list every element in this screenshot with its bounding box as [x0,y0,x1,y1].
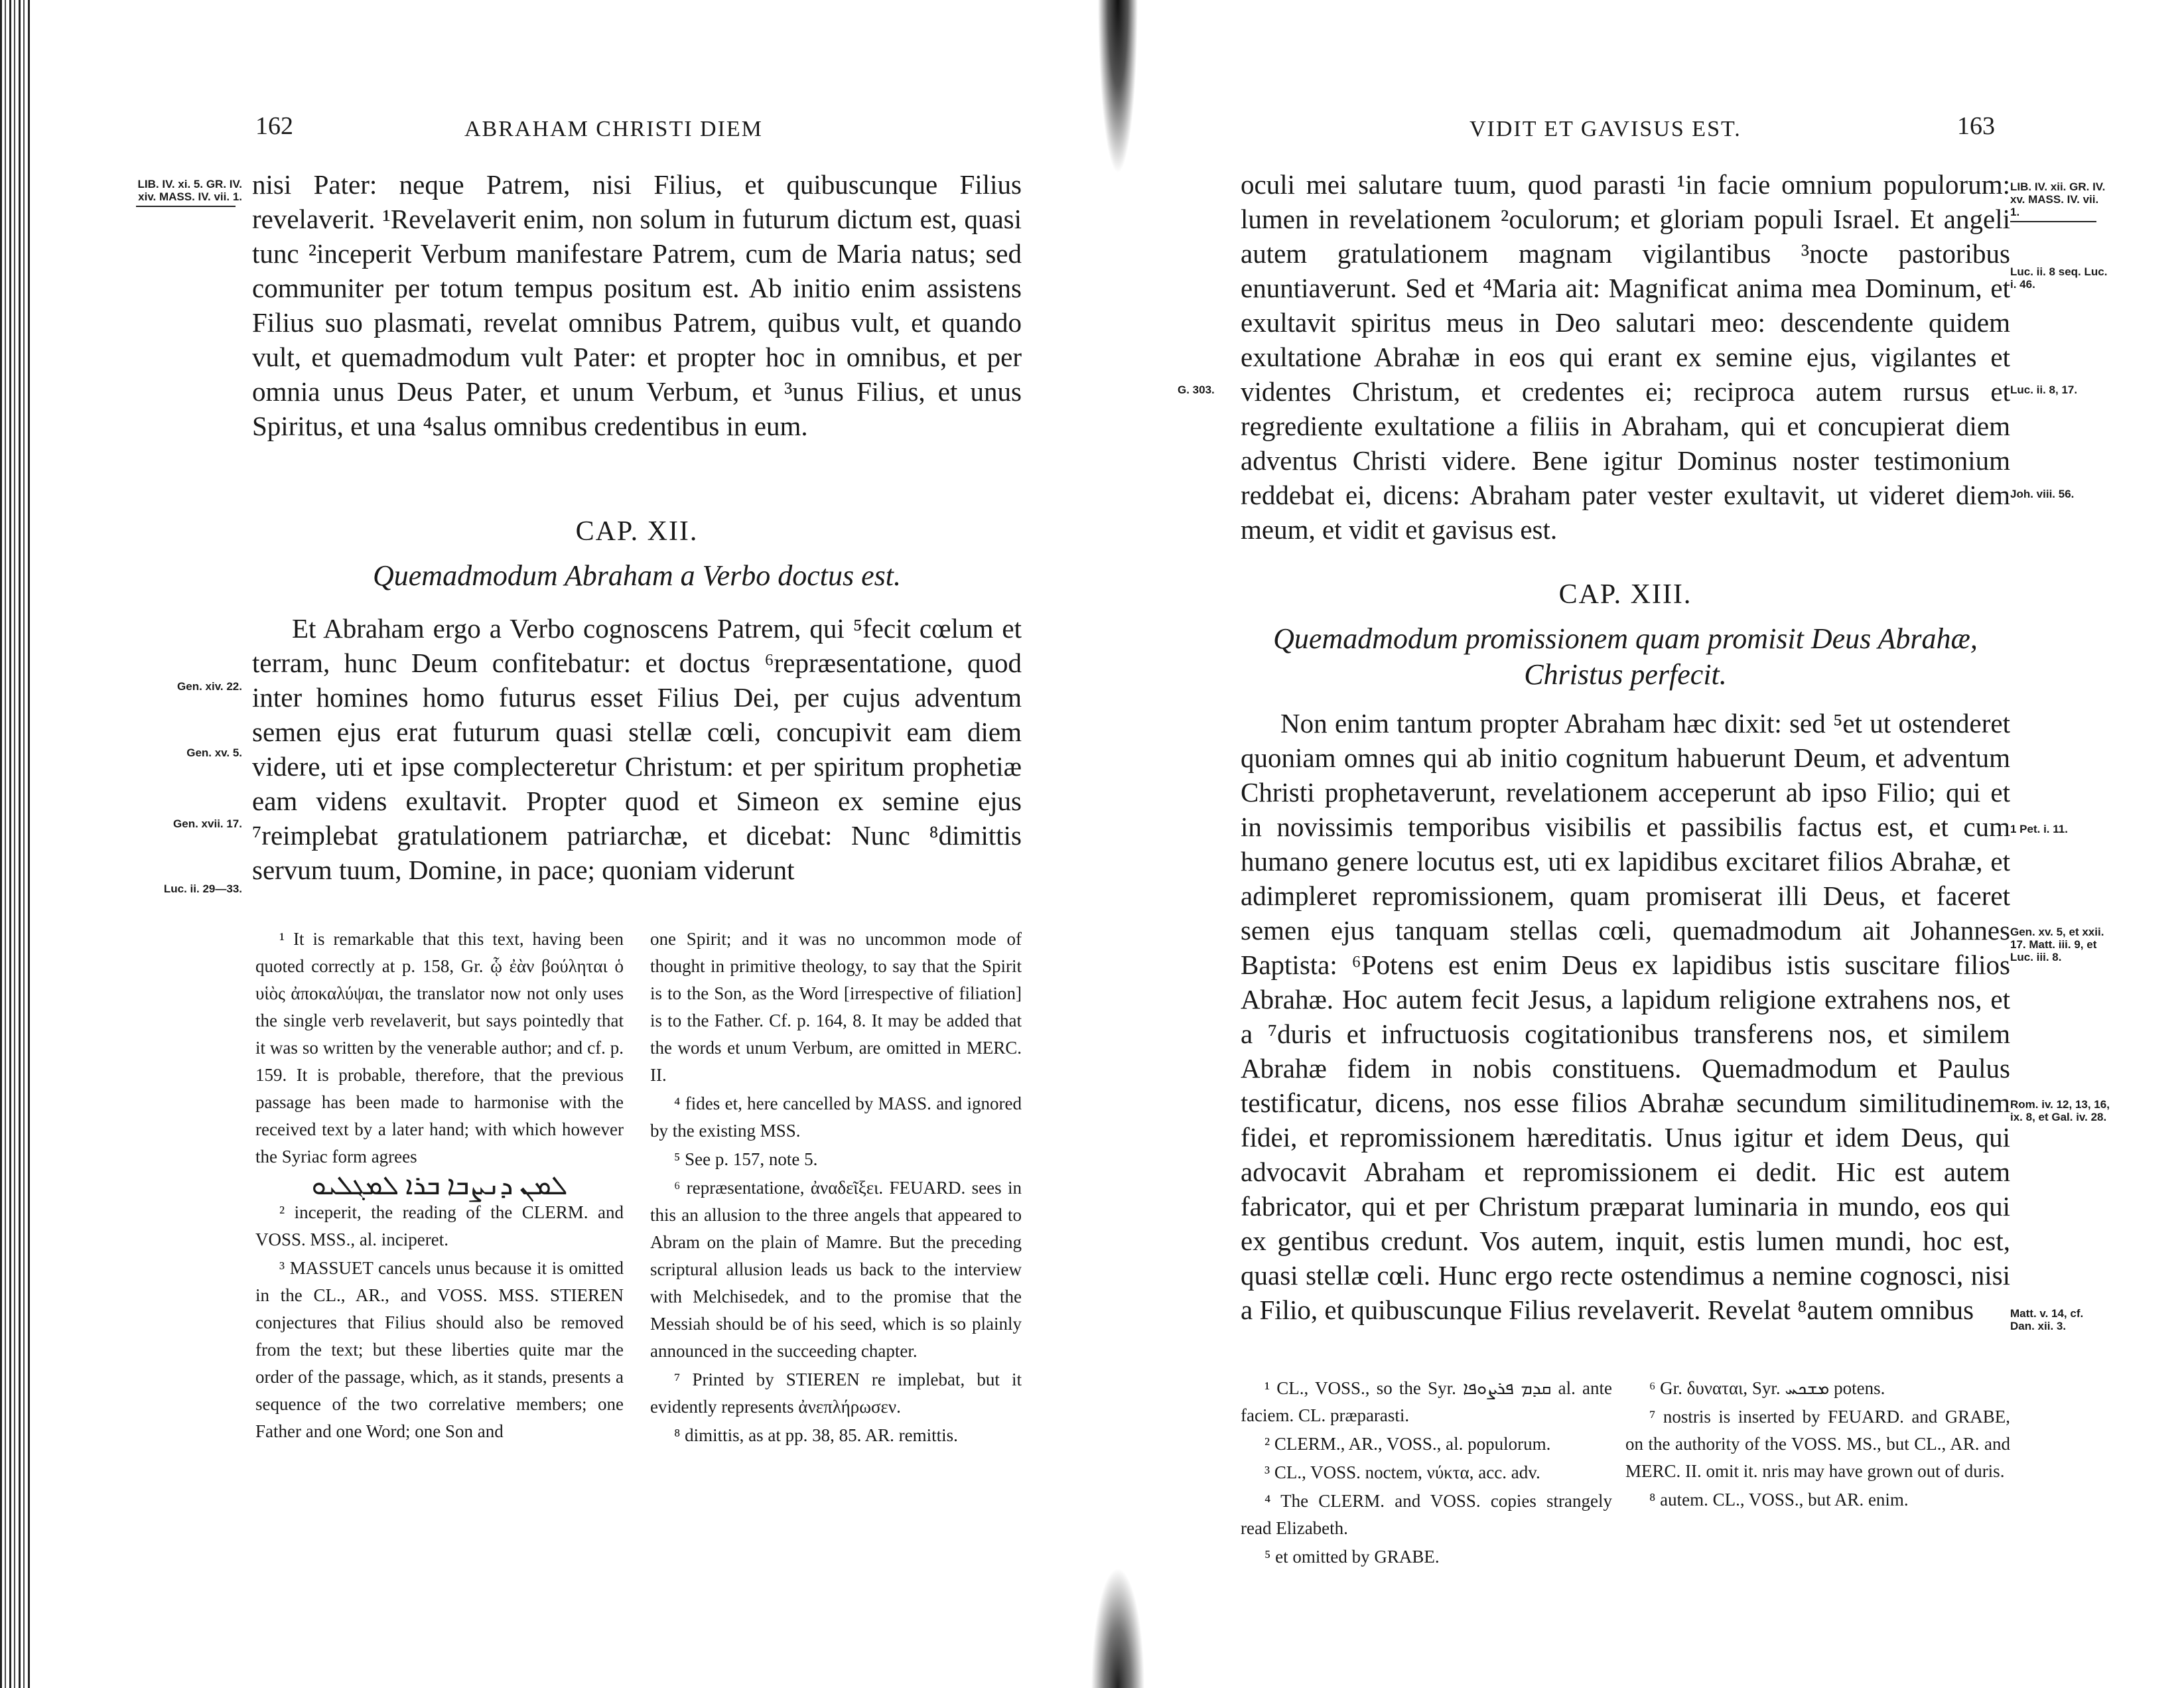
divider [136,206,236,207]
footnote: ¹ It is remarkable that this text, having been quoted correctly at p. 158, Gr. ᾧ ἐὰν βούληται ὁ υἱὸς ἀποκαλύψαι, the translator now not only uses the single verb revelaverit, but says pointedly that it was so written by the venerable author; and cf. p. 159. It is probable, therefore, that the previous passage has been made to harmonise with the received text by a later hand; with which however the Syriac form agrees [255,929,624,1166]
left-binding-edge [0,0,31,1688]
divider [2010,221,2096,222]
opening-paragraph [1241,167,2010,547]
chapter-heading: CAP. XII. [575,516,699,547]
footnote: ⁵ et omitted by GRABE. [1264,1547,1440,1567]
paragraph-text: Et Abraham ergo a Verbo cognoscens Patrem, qui ⁵fecit cœlum et terram, hunc Deum confitebatur: et doctus ⁶repræsentatione, quod inter homines homo futurus esset Filius Dei, per cujus adventum semen ejus erat futurum quasi stellæ cœli, concupivit eam diem videre, uti et ipse complecteretur Christum: et per spiritum prophetiæ eam videns exultavit. Propter quod et Simeon ex semine ejus ⁷reimplebat gratulationem patriarchæ, et dicebat: Nunc ⁸dimittis servum tuum, Domine, in pace; quoniam viderunt [252,613,1022,885]
footnote: ⁶ Gr. δυναται, Syr. ܡܫܟܚ potens. [1649,1378,1885,1398]
side-note: Luc. ii. 8 seq. Luc. i. 46. [2010,265,2108,291]
paragraph-text: nisi Pater: neque Patrem, nisi Filius, et quibuscunque Filius revelaverit. ¹Revelaverit enim, non solum in futurum dictum est, quasi tunc ²inceperit Verbum manifestare Patrem, cum de Maria natus; sed communiter per totum tempus positum est. Ab initio enim assistens Filius suo plasmati, revelat omnibus Patrem, quibus vult, et quando vult, et quemadmodum vult Pater: et propter hoc in omnibus, et per omnia unus Deus Pater, et unum Verbum, et ³unus Filius, et unus Spiritus, et una ⁴salus omnibus credentibus in eum. [252,169,1022,441]
footnotes-column-2 [650,926,1022,1450]
footnotes-column-1 [1241,1375,1612,1572]
left-page [139,0,1022,1688]
footnote: ¹ CL., VOSS., so the Syr. ܩܕܡ ܦܪܨܘܦܐ al. ante faciem. CL. præparasti. [1241,1378,1612,1425]
page-number: 163 [1957,112,1995,140]
footnote: one Spirit; and it was no uncommon mode of thought in primitive theology, to say that the Spirit is to the Son, as the Word [irrespective of filiation] is to the Father. Cf. p. 164, 8. It may be added that the words et unum Verbum, are omitted in MERC. II. [650,929,1022,1085]
page-number: 162 [255,112,293,140]
syriac-text: ܠܡܢ ܕܢܨܒܐ ܒܪܐ ܠܡܓܠܝܘ [311,1170,568,1200]
footnote: ⁷ Printed by STIEREN re implebat, but it evidently represents ἀνεπλήρωσεν. [650,1370,1022,1417]
margin-reference: G. 303. [1178,384,1215,396]
side-note: Gen. xv. 5, et xxii. 17. Matt. iii. 9, et Luc. iii. 8. [2010,926,2104,963]
footnote: ³ MASSUET cancels unus because it is omitted in the CL., AR., and VOSS. MSS. STIEREN conjectures that Filius should also be removed from the text; but these liberties quite mar the order of the passage, which, as it stands, presents a sequence of the two correlative members; one Father and one Word; one Son and [255,1258,624,1441]
footnote: ⁸ dimittis, as at pp. 38, 85. AR. remittis. [674,1425,958,1445]
footnote: ⁶ repræsentatione, ἀναδεῖξει. FEUARD. sees in this an allusion to the three angels that appeared to Abram on the plain of Mamre. But the preceding scriptural allusion leads us back to the interview with Melchisedek, and to the promise that the Messiah should be of his seed, which is so plainly announced in the succeeding chapter. [650,1178,1022,1361]
footnote: ² CLERM., AR., VOSS., al. populorum. [1264,1434,1551,1454]
footnotes-column-1 [255,926,624,1446]
side-note: 1 Pet. i. 11. [2010,823,2068,835]
opening-paragraph [252,167,1022,443]
chapter-xii [252,514,1022,887]
footnotes-column-2 [1625,1375,2010,1515]
side-note: Rom. iv. 12, 13, 16, ix. 8, et Gal. iv. 28. [2010,1098,2110,1123]
footnote: ⁷ nostris is inserted by FEUARD. and GRABE, on the authority of the VOSS. MS., but CL., AR. and MERC. II. omit it. nris may have grown out of duris. [1625,1407,2010,1481]
right-page [1168,0,2110,1688]
chapter-caption: Quemadmodum promissionem quam promisit Deus Abrahæ, Christus perfecit. [1273,622,1978,691]
chapter-heading: CAP. XIII. [1558,579,1692,610]
side-note: Luc. ii. 8, 17. [2010,384,2078,396]
footnote: ⁵ See p. 157, note 5. [674,1149,818,1169]
side-note: Matt. v. 14, cf. Dan. xii. 3. [2010,1307,2084,1332]
chapter-xiii [1241,577,2010,1327]
side-note: Gen. xiv. 22. [177,680,242,693]
footnote: ³ CL., VOSS. noctem, νύκτα, acc. adv. [1264,1462,1540,1482]
side-note: Gen. xvii. 17. [173,817,242,830]
running-head: VIDIT ET GAVISUS EST. [1469,117,1741,141]
side-note: Luc. ii. 29—33. [163,882,242,895]
paragraph-text: Non enim tantum propter Abraham hæc dixit: sed ⁵et ut ostenderet quoniam omnes qui ab initio cognitum habuerunt Deum, et adventum Christi prophetaverunt, revelationem acceperunt ab ipso Filio; qui et in novissimis temporibus visibilis et passibilis factus est, et cum humano genere locutus est, uti ex lapidibus excitaret filios Abrahæ, et adimpleret repromissionem, quam promiserat illi Deus, et faceret semen ejus tanquam stellas cœli, quemadmodum ait Johannes Baptista: ⁶Potens est enim Deus ex lapidibus istis suscitare filios Abrahæ. Hoc autem fecit Jesus, a lapidum religione extrahens nos, et a ⁷duris et infructuosis cogitationibus transferens nos, et similem Abrahæ fidem in nobis constituens. Quemadmodum et Paulus testificatur, dicens, nos esse filios Abrahæ secundum similitudinem fidei, et repromissionem hæreditatis. Unus igitur et idem Deus, qui advocavit Abraham et repromissionem ei dedit. Hic est autem fabricator, qui et per Christum præparat luminaria in mundo, eos qui ex gentibus credunt. Vos autem, inquit, estis lumen mundi, hoc est, quasi stellæ cœli. Hunc ergo recte ostendimus a nemine cognosci, nisi a Filio, et quibuscunque Filius revelaverit. Revelat ⁸autem omnibus [1241,708,2010,1325]
footnote: ⁴ The CLERM. and VOSS. copies strangely read Elizabeth. [1241,1491,1612,1538]
side-note: LIB. IV. xi. 5. GR. IV. xiv. MASS. IV. vii. 1. [136,178,242,207]
paragraph-text: oculi mei salutare tuum, quod parasti ¹in facie omnium populorum: lumen in revelationem ²oculorum; et gloriam populi Israel. Et angeli autem gratulationem magnam vigilantibus ³nocte pastoribus enuntiaverunt. Sed et ⁴Maria ait: Magnificat anima mea Dominum, et exultavit spiritus meus in Deo salutari meo: descendente quidem exultatione Abrahæ in eos qui erant ex semine ejus, vigilantes et videntes Christum, et credentes ei; reciproca autem rursus et regrediente exultatione a filiis in Abraham, qui et concupierat diem adventus Christi videre. Bene igitur Dominus noster testimonium reddebat ei, dicens: Abraham pater vester exultavit, ut videret diem meum, et vidit et gavisus est. [1241,169,2010,545]
footnote: ⁴ fides et, here cancelled by MASS. and ignored by the existing MSS. [650,1093,1022,1141]
side-note: LIB. IV. xii. GR. IV. xv. MASS. IV. vii. 1. [2010,180,2110,222]
running-head: ABRAHAM CHRISTI DIEM [464,117,763,141]
side-note: Gen. xv. 5. [186,746,242,759]
side-note: Joh. viii. 56. [2010,488,2075,500]
footnote: ² inceperit, the reading of the CLERM. and VOSS. MSS., al. inciperet. [255,1202,624,1249]
book-spine-shadow [1088,0,1148,1688]
footnote: ⁸ autem. CL., VOSS., but AR. enim. [1649,1490,1909,1510]
chapter-caption: Quemadmodum Abraham a Verbo doctus est. [372,559,902,592]
